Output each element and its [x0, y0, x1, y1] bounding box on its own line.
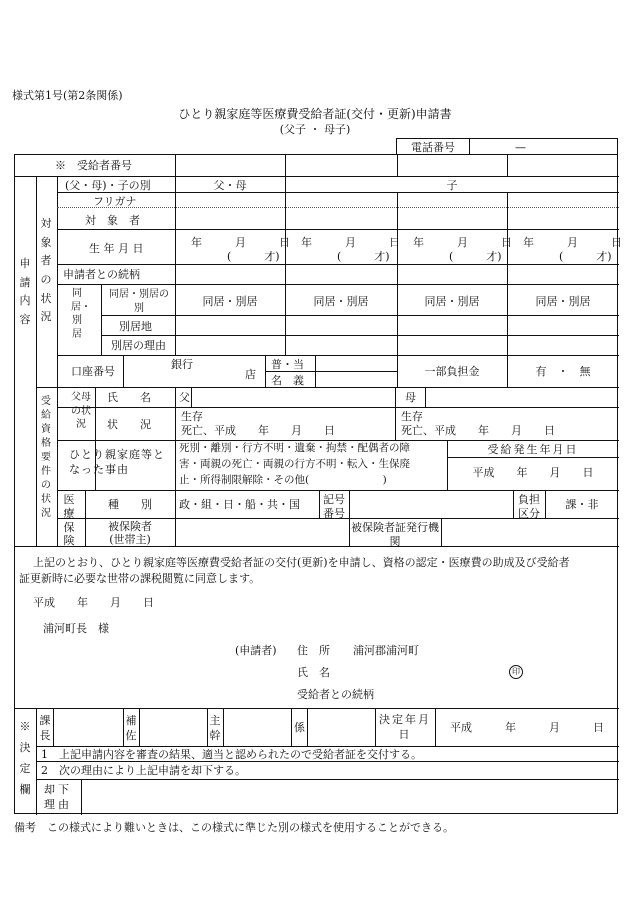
cohab-label: 同居・別居	[71, 288, 91, 340]
chief-label: 課長	[39, 714, 51, 743]
decision-date-label: 決定年月日	[379, 713, 431, 741]
target-label: 対 象 者	[85, 214, 140, 227]
form-number: 様式第1号(第2条関係)	[12, 89, 123, 102]
father-mother-header: 父・母	[213, 179, 247, 192]
burden-label: 負担区分	[518, 493, 540, 521]
partial-yes-no: 有 ・ 無	[535, 365, 591, 378]
relation-applicant-label: 申請者との続柄	[63, 268, 140, 281]
application-form: ※ 受給者番号 申請内容 対象者の状況 受給資格要件の状況 (父・母)・子の別 父・母 子 フリガナ 対 象 者 生 年 月 日 年 月 日 ( 才) 年 月 日 ( 才) 年 月 日 ( 才) 年 月 日 ( 才) 申請者との続柄 同居・別居 同居・別居の別 別居地 別居の理由 同居・別居 同居・別居 同居・別居 同居・別居 口座番号 銀行 店 普・当 名 義 一部負担金 有 ・ 無 父母の状況 氏 名 父 母 状 況 生存 死亡、平成 年 月 日 生存 死亡、平成 年 月 日 ひとり親家庭等となった事由 死別・離別・行方不明・遺棄・拘禁・配偶者の障 害・両親の死亡・両親の行方不明・転入・生保廃 止・所得制限解除・その他( ) 受給発生年月日 平成 年 月 日 医療保険 種 別 政・組・日・船・共・国 記号番号 負担区分 課・非 被保険者 (世帯主) 被保険者証発行機関 上記のとおり、ひとり親家庭等医療費受給者証の交付(更新)を申請し、資格の認定・医療費の助成及び受給者 証更新時に必要な世帯の課税閲覧に同意します。 平成 年 月 日 浦河町長 様 (申請者) 住 所 浦河郡浦河町 氏 名 印 受給者との続柄 ※決定欄 課長 補佐 主幹 係 決定年月日 平成 年 月 日 1 上記申請内容を審査の結果、適当と認められたので受給者証を交付する。 2 次の理由により上記申請を却下する。 却下理由	[14, 154, 618, 814]
reasons-line-3: 止・所得制限解除・その他( )	[179, 474, 387, 486]
decision-date-value: 平成 年 月 日	[450, 721, 604, 734]
cohab-value-4: 同居・別居	[535, 295, 591, 308]
relation-label: (父・母)・子の別	[65, 179, 151, 192]
phone-label: 電話番号	[411, 141, 455, 154]
father-dead: 死亡、平成 年 月 日	[181, 424, 335, 437]
child-header: 子	[446, 179, 458, 192]
issuer-label: 被保険者証発行機関	[351, 521, 439, 548]
statement-line-2: 証更新時に必要な世帯の課税閲覧に同意します。	[19, 572, 261, 585]
cohab-sep-label: 同居・別居の別	[109, 289, 169, 314]
onset-date: 平成 年 月 日	[472, 466, 594, 479]
parent-status-label: 父母の状況	[71, 392, 91, 430]
bank-account-label: 口座番号	[71, 365, 115, 378]
mayor-addressee: 浦河町長 様	[43, 622, 109, 635]
furigana-label: フリガナ	[93, 195, 137, 208]
onset-label: 受給発生年月日	[487, 443, 579, 456]
statement-date: 平成 年 月 日	[33, 596, 154, 609]
mother-dead: 死亡、平成 年 月 日	[401, 424, 555, 437]
relation-to-recipient-label: 受給者との続柄	[297, 688, 374, 701]
section-requirements: 受給資格要件の状況	[41, 396, 51, 519]
phone-box	[396, 138, 618, 154]
phone-dash: —	[515, 141, 526, 154]
sep-reason-label: 別居の理由	[111, 339, 166, 352]
decision-note-1: 1 上記申請内容を審査の結果、適当と認められたので受給者証を交付する。	[41, 748, 422, 761]
seal-icon: 印	[509, 665, 523, 679]
tax-label: 課・非	[565, 498, 599, 511]
mother-label: 母	[405, 391, 416, 404]
recipient-number-label: ※ 受給者番号	[55, 159, 132, 172]
section-application: 申請内容	[19, 257, 31, 327]
form-title: ひとり親家庭等医療費受給者証(交付・更新)申請書	[178, 107, 452, 121]
account-type-label: 普・当	[271, 358, 304, 371]
chief-director-label: 主幹	[209, 714, 221, 743]
household-head-label: (世帯主)	[109, 533, 151, 546]
statement-line-1: 上記のとおり、ひとり親家庭等医療費受給者証の交付(更新)を申請し、資格の認定・医療費の助成及び受給者	[33, 556, 570, 569]
applicant-name-label: 氏 名	[297, 666, 330, 679]
mother-alive: 生存	[401, 410, 423, 423]
address-label: 住 所	[297, 644, 330, 657]
staff-label: 係	[294, 721, 305, 734]
reject-reason-label: 却下理由	[44, 783, 72, 811]
bank-label: 銀行	[171, 358, 193, 371]
father-label: 父	[179, 391, 190, 404]
decision-note-2: 2 次の理由により上記申請を却下する。	[41, 764, 246, 777]
cohab-value-3: 同居・別居	[424, 295, 480, 308]
kind-label: 種 別	[108, 498, 152, 511]
sep-place-label: 別居地	[119, 320, 152, 333]
father-alive: 生存	[181, 410, 203, 423]
form-subtitle: (父子 ・ 母子)	[279, 123, 351, 136]
account-name-label: 名 義	[271, 374, 304, 387]
decision-section-label: ※決定欄	[19, 720, 31, 796]
reasons-line-1: 死別・離別・行方不明・遺棄・拘禁・配偶者の障	[179, 442, 410, 454]
assistant-label: 補佐	[125, 714, 137, 743]
insurance-label: 医療保険	[63, 493, 75, 548]
cohab-value-1: 同居・別居	[202, 295, 258, 308]
birth-label: 生 年 月 日	[89, 242, 144, 255]
symbol-label: 記号番号	[323, 493, 345, 521]
status-label: 状 況	[107, 418, 151, 431]
address-value: 浦河郡浦河町	[353, 644, 419, 657]
branch-label: 店	[245, 368, 256, 381]
insured-label: 被保険者	[108, 520, 152, 533]
reason-label: ひとり親家庭等となった事由	[69, 448, 165, 477]
section-target: 対象者の状況	[40, 217, 52, 324]
cohab-value-2: 同居・別居	[313, 295, 369, 308]
partial-burden-label: 一部負担金	[424, 365, 480, 378]
remarks: 備考 この様式により難いときは、この様式に準じた別の様式を使用することができる。	[14, 821, 454, 834]
parent-name-label: 氏 名	[107, 391, 151, 404]
applicant-label: (申請者)	[235, 644, 277, 657]
reasons-line-2: 害・両親の死亡・両親の行方不明・転入・生保廃	[179, 458, 410, 470]
insurance-kinds: 政・組・日・船・共・国	[179, 498, 300, 511]
